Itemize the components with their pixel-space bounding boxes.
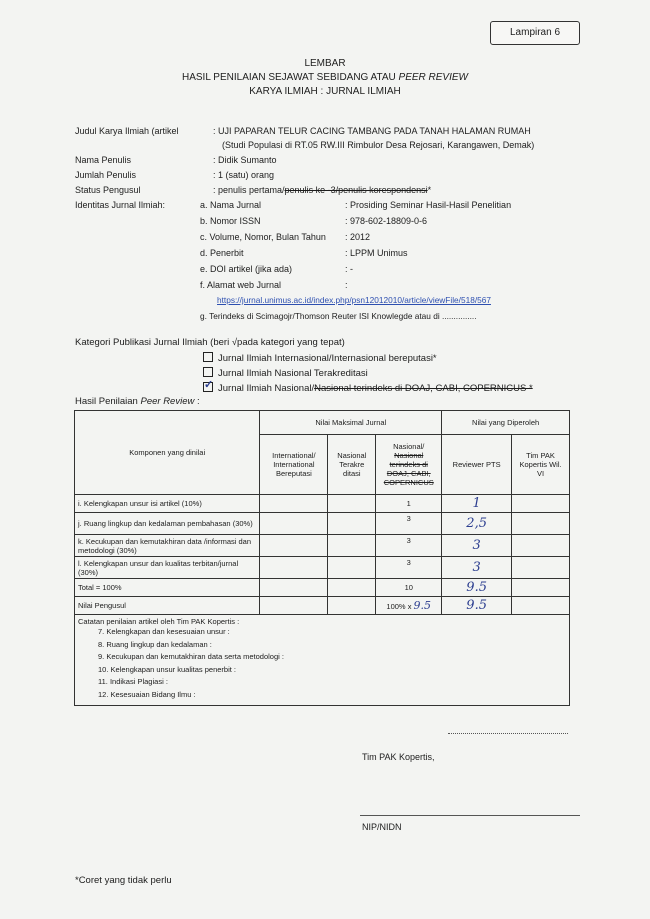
header-tim-pak: Tim PAK Kopertis Wil. VI	[512, 435, 570, 495]
issn-value: : 978-602-18809-0-6	[345, 216, 428, 226]
kategori-option-internasional[interactable]: Jurnal Ilmiah Internasional/Internasional bereputasi*	[203, 352, 437, 364]
signature-date-line	[448, 733, 568, 734]
judul-value: : UJI PAPARAN TELUR CACING TAMBANG PADA TANAH HALAMAN RUMAH	[213, 126, 531, 136]
catatan-item: 8. Ruang lingkup dan kedalaman :	[98, 639, 212, 649]
catatan-item: 7. Kelengkapan dan kesesuaian unsur :	[98, 627, 230, 636]
checkbox-empty-icon[interactable]	[203, 367, 213, 377]
lampiran-box: Lampiran 6	[490, 21, 580, 45]
signature-line	[360, 815, 580, 816]
penerbit-label: d. Penerbit	[200, 248, 244, 258]
web-label: f. Alamat web Jurnal	[200, 280, 282, 290]
nama-value: : Didik Sumanto	[213, 155, 277, 165]
tim-pak-label: Tim PAK Kopertis,	[362, 752, 435, 762]
jumlah-label: Jumlah Penulis	[75, 170, 137, 180]
title-line-2: HASIL PENILAIAN SEJAWAT SEBIDANG ATAU PEER REVIEW	[181, 72, 468, 83]
header-reviewer-pts: Reviewer PTS	[442, 435, 512, 495]
identitas-label: Identitas Jurnal Ilmiah:	[75, 200, 166, 210]
catatan-row	[75, 615, 570, 706]
nama-jurnal-value: : Prosiding Seminar Hasil-Hasil Penelitian	[345, 200, 512, 210]
kategori-option-terakreditasi[interactable]: Jurnal Ilmiah Nasional Terakreditasi	[203, 367, 368, 379]
volume-value: : 2012	[345, 232, 371, 242]
status-label: Status Pengusul	[75, 185, 141, 195]
header-nasional-terindeks: Nasional/ Nasional terindeks di DOAJ, CABI, COPERNICUS	[376, 435, 442, 495]
header-nasional-terakreditasi: Nasional Terakre ditasi	[328, 435, 376, 495]
header-internasional: International/ International Bereputasi	[260, 435, 328, 495]
table-row: i. Kelengkapan unsur isi artikel (10%) 1 1	[75, 495, 570, 513]
volume-label: c. Volume, Nomor, Bulan Tahun	[200, 232, 326, 242]
doi-value: : -	[345, 264, 353, 274]
issn-label: b. Nomor ISSN	[200, 216, 261, 226]
catatan-item: 9. Kecukupan dan kemutakhiran data serta metodologi :	[98, 652, 284, 661]
footnote: *Coret yang tidak perlu	[75, 875, 172, 886]
status-value: : penulis pertama/penulis ke -3/penulis korespondensi*	[213, 185, 432, 195]
total-row: Total = 100% 10 9.5	[75, 579, 570, 597]
header-nilai-maksimal: Nilai Maksimal Jurnal	[260, 411, 442, 435]
catatan-item: 10. Kelengkapan unsur kualitas penerbit :	[98, 664, 237, 674]
catatan-title: Catatan penilaian artikel oleh Tim PAK Kopertis :	[78, 617, 240, 626]
nilai-pengusul-row: Nilai Pengusul 100% x 9.5 9.5	[75, 597, 570, 615]
table-row: k. Kecukupan dan kemutakhiran data /informasi dan metodologi (30%) 3 3	[75, 535, 570, 557]
review-table	[74, 410, 570, 706]
header-komponen: Komponen yang dinilai	[75, 411, 260, 495]
catatan-item: 12. Kesesuaian Bidang Ilmu :	[98, 689, 196, 699]
title-line-3: KARYA ILMIAH : JURNAL ILMIAH	[249, 86, 401, 97]
kategori-heading: Kategori Publikasi Jurnal Ilmiah (beri √pada kategori yang tepat)	[75, 337, 345, 348]
checkbox-checked-icon[interactable]	[203, 382, 213, 392]
table-row: l. Kelengkapan unsur dan kualitas terbitan/jurnal (30%) 3 3	[75, 557, 570, 579]
doi-label: e. DOI artikel (jika ada)	[200, 264, 293, 274]
catatan-list	[78, 626, 566, 701]
kategori-option-nasional[interactable]: ✓Jurnal Ilmiah Nasional/Nasional terindeks di DOAJ, CABI, COPERNICUS *	[203, 382, 533, 394]
header-nilai-diperoleh: Nilai yang Diperoleh	[442, 411, 570, 435]
web-value: :	[345, 280, 348, 290]
nip-label: NIP/NIDN	[362, 822, 402, 832]
catatan-item: 11. Indikasi Plagiasi :	[98, 677, 168, 686]
nama-jurnal-label: a. Nama Jurnal	[200, 200, 262, 210]
hasil-heading: Hasil Penilaian Peer Review :	[75, 396, 200, 407]
title-line-1: LEMBAR	[304, 58, 346, 69]
terindeks-text: g. Terindeks di Scimagojr/Thomson Reuter ISI Knowlegde atau di ...............	[200, 311, 477, 321]
judul-value-2: (Studi Populasi di RT.05 RW.III Rimbulor Desa Rejosari, Karangawen, Demak)	[222, 140, 535, 150]
nama-label: Nama Penulis	[75, 155, 132, 165]
checkbox-empty-icon[interactable]	[203, 352, 213, 362]
jumlah-value: : 1 (satu) orang	[213, 170, 275, 180]
penerbit-value: : LPPM Unimus	[345, 248, 408, 258]
journal-url-link[interactable]: https://jurnal.unimus.ac.id/index.php/psn12012010/article/viewFile/518/567	[217, 295, 491, 305]
table-row: j. Ruang lingkup dan kedalaman pembahasan (30%) 3 2,5	[75, 513, 570, 535]
judul-label: Judul Karya Ilmiah (artikel	[75, 126, 179, 136]
